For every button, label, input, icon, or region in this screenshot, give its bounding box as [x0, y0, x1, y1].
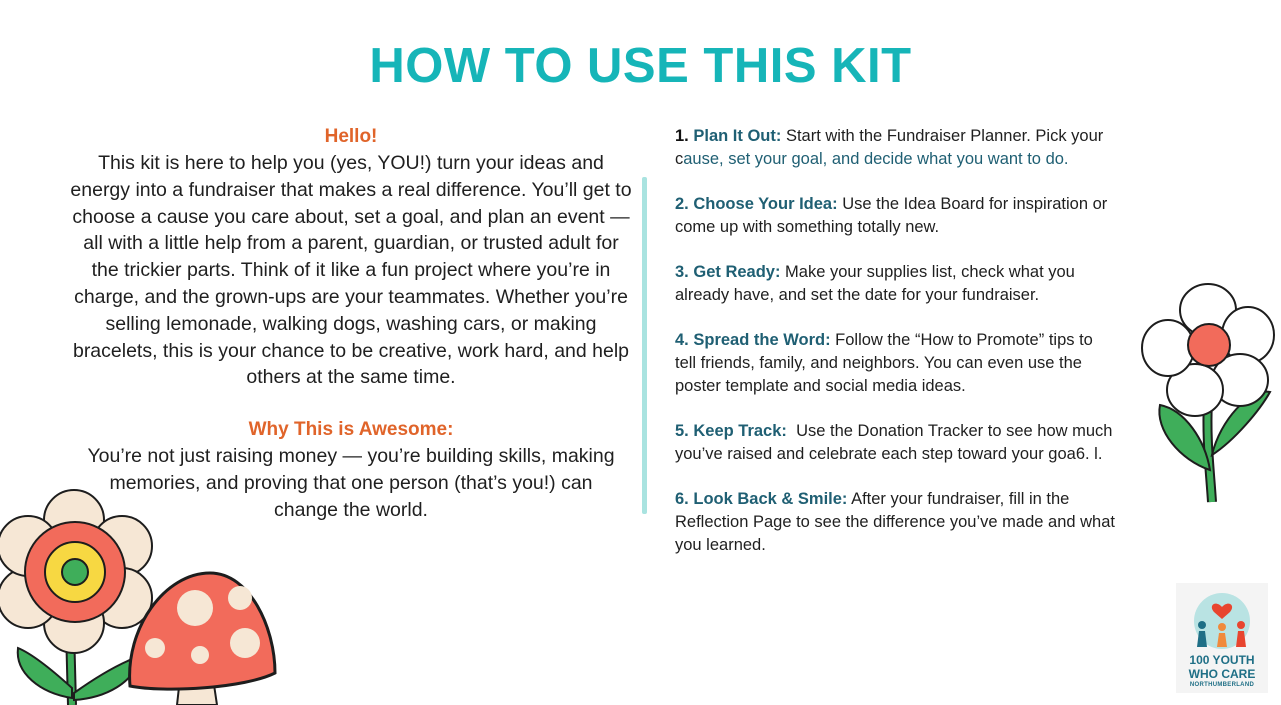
white-flower-icon	[1140, 280, 1278, 508]
step-label: Spread the Word:	[693, 331, 831, 349]
step-label: Keep Track:	[693, 422, 787, 440]
why-heading: Why This is Awesome:	[248, 419, 454, 441]
organization-logo	[1176, 583, 1268, 693]
why-text: You’re not just raising money — you’re building skills, making memories, and proving that one person (that’s you!) can change the world.	[87, 445, 615, 521]
logo-line-2: WHO CARE	[1188, 667, 1256, 681]
logo-line-1: 100 YOUTH	[1189, 653, 1255, 667]
page-title: HOW TO USE THIS KIT	[369, 39, 912, 93]
column-divider	[642, 177, 647, 514]
step-2: 2. Choose Your Idea: Use the Idea Board for inspiration or come up with something totally new.	[675, 195, 1108, 236]
step-label: Choose Your Idea:	[693, 195, 838, 213]
hello-text: This kit is here to help you (yes, YOU!) turn your ideas and energy into a fundraiser that makes a real difference. You’ll get to choose a cause you care about, set a goal, and plan an event — all with a little help from a parent, guardian, or trusted adult for the trickier parts. Think of it like a fun project where you’re in charge, and the grown-ups are your teammates. Whether you’re selling lemonade, walking dogs, washing cars, or making bracelets, this is your chance to be creative, work hard, and help others at the same time.	[70, 152, 632, 389]
logo-line-3: NORTHUMBERLAND	[1189, 682, 1255, 688]
steps-list	[675, 125, 1118, 579]
hello-heading: Hello!	[324, 126, 378, 147]
step-4: 4. Spread the Word: Follow the “How to Promote” tips to tell friends, family, and neighbors. You can even use the poster template and social media ideas.	[675, 331, 1093, 395]
step-1: 1. Plan It Out: Start with the Fundraiser Planner. Pick your cause, set your goal, and decide what you want to do.	[675, 127, 1104, 168]
step-3: 3. Get Ready: Make your supplies list, check what you already have, and set the date for your fundraiser.	[675, 263, 1075, 304]
intro-column	[70, 124, 632, 524]
step-label: Look Back & Smile:	[693, 490, 848, 508]
step-5: 5. Keep Track: Use the Donation Tracker to see how much you’ve raised and celebrate each step toward your goa6. l.	[675, 422, 1118, 463]
step-6: 6. Look Back & Smile: After your fundraiser, fill in the Reflection Page to see the difference you’ve made and what you learned.	[675, 490, 1115, 554]
step-label: Get Ready:	[693, 263, 781, 281]
step-label: Plan It Out:	[693, 127, 782, 145]
mushroom-icon	[125, 568, 280, 705]
